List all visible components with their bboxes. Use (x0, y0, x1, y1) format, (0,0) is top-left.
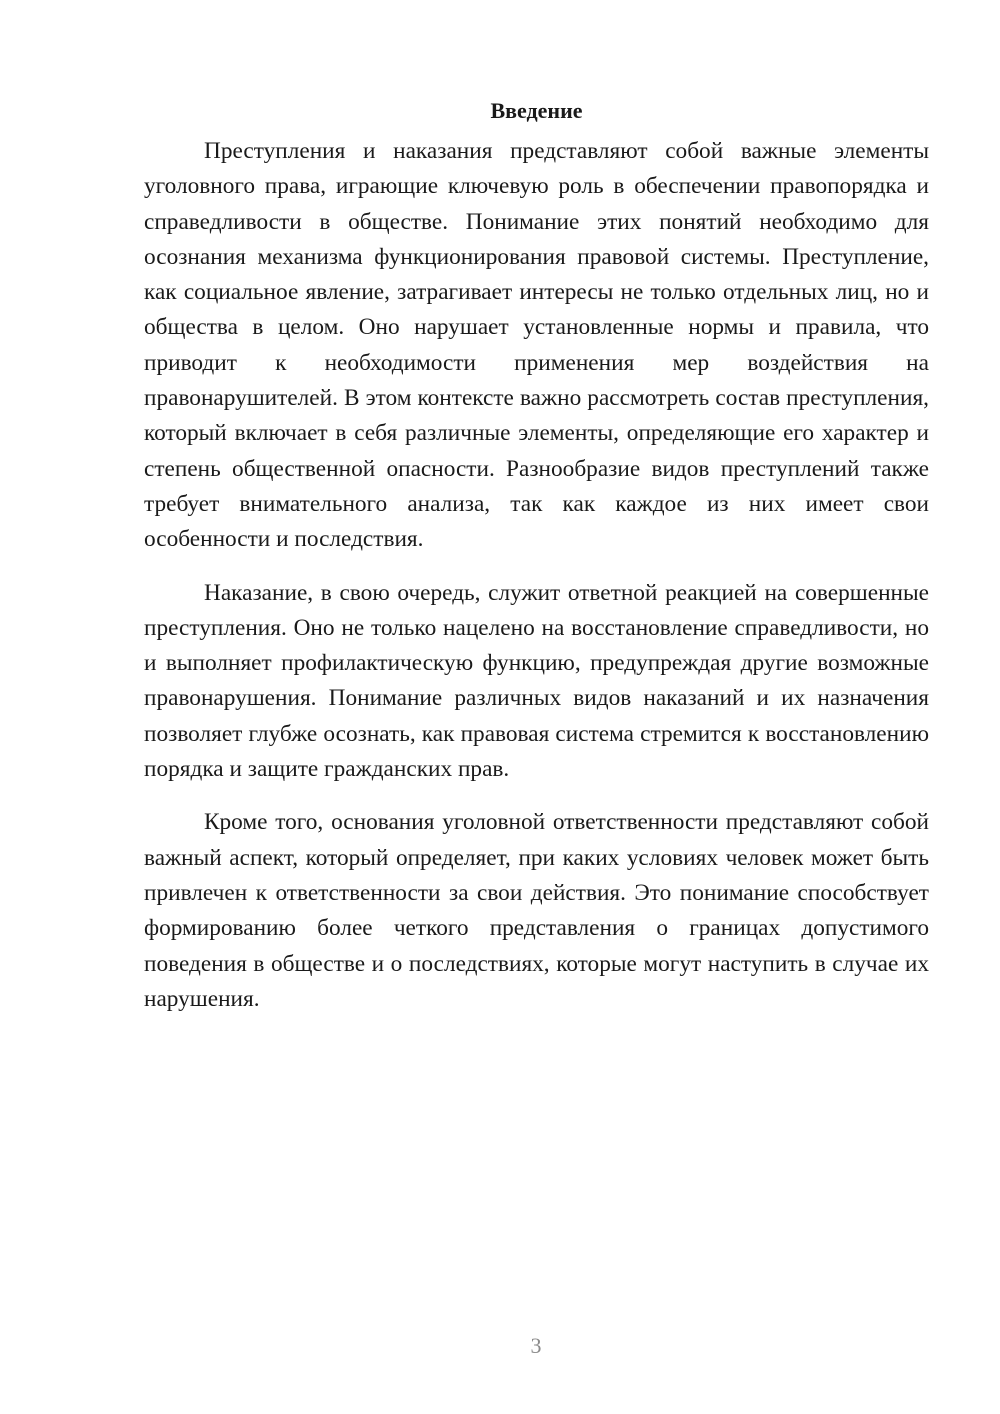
paragraph-3: Кроме того, основания уголовной ответственности представляют собой важный аспект, который определяет, при каких условиях человек может быть привлечен к ответственности за свои действия. Это понимание способствует формированию более четкого представления о границах допустимого поведения в обществе и о последствиях, которые могут наступить в случае их нарушения. (144, 809, 929, 1012)
section-title: Введение (490, 98, 583, 123)
page-content (144, 96, 929, 1035)
paragraph-2: Наказание, в свою очередь, служит ответной реакцией на совершенные преступления. Оно не только нацелено на восстановление справедливости, но и выполняет профилактическую функцию, предупреждая другие возможные правонарушения. Понимание различных видов наказаний и их назначения позволяет глубже осознать, как правовая система стремится к восстановлению порядка и защите гражданских прав. (144, 579, 929, 783)
page-number: 3 (530, 1333, 542, 1358)
paragraph-1: Преступления и наказания представляют собой важные элементы уголовного права, играющие ключевую роль в обеспечении правопорядка и справедливости в обществе. Понимание этих понятий необходимо для осознания механизма функционирования правовой системы. Преступление, как социальное явление, затрагивает интересы не только отдельных лиц, но и общества в целом. Оно нарушает установленные нормы и правила, что приводит к необходимости применения мер воздействия на правонарушителей. В этом контексте важно рассмотреть состав преступления, который включает в себя различные элементы, определяющие его характер и степень общественной опасности. Разнообразие видов преступлений также требует внимательного анализа, так как каждое из них имеет свои особенности и последствия. (144, 138, 929, 553)
